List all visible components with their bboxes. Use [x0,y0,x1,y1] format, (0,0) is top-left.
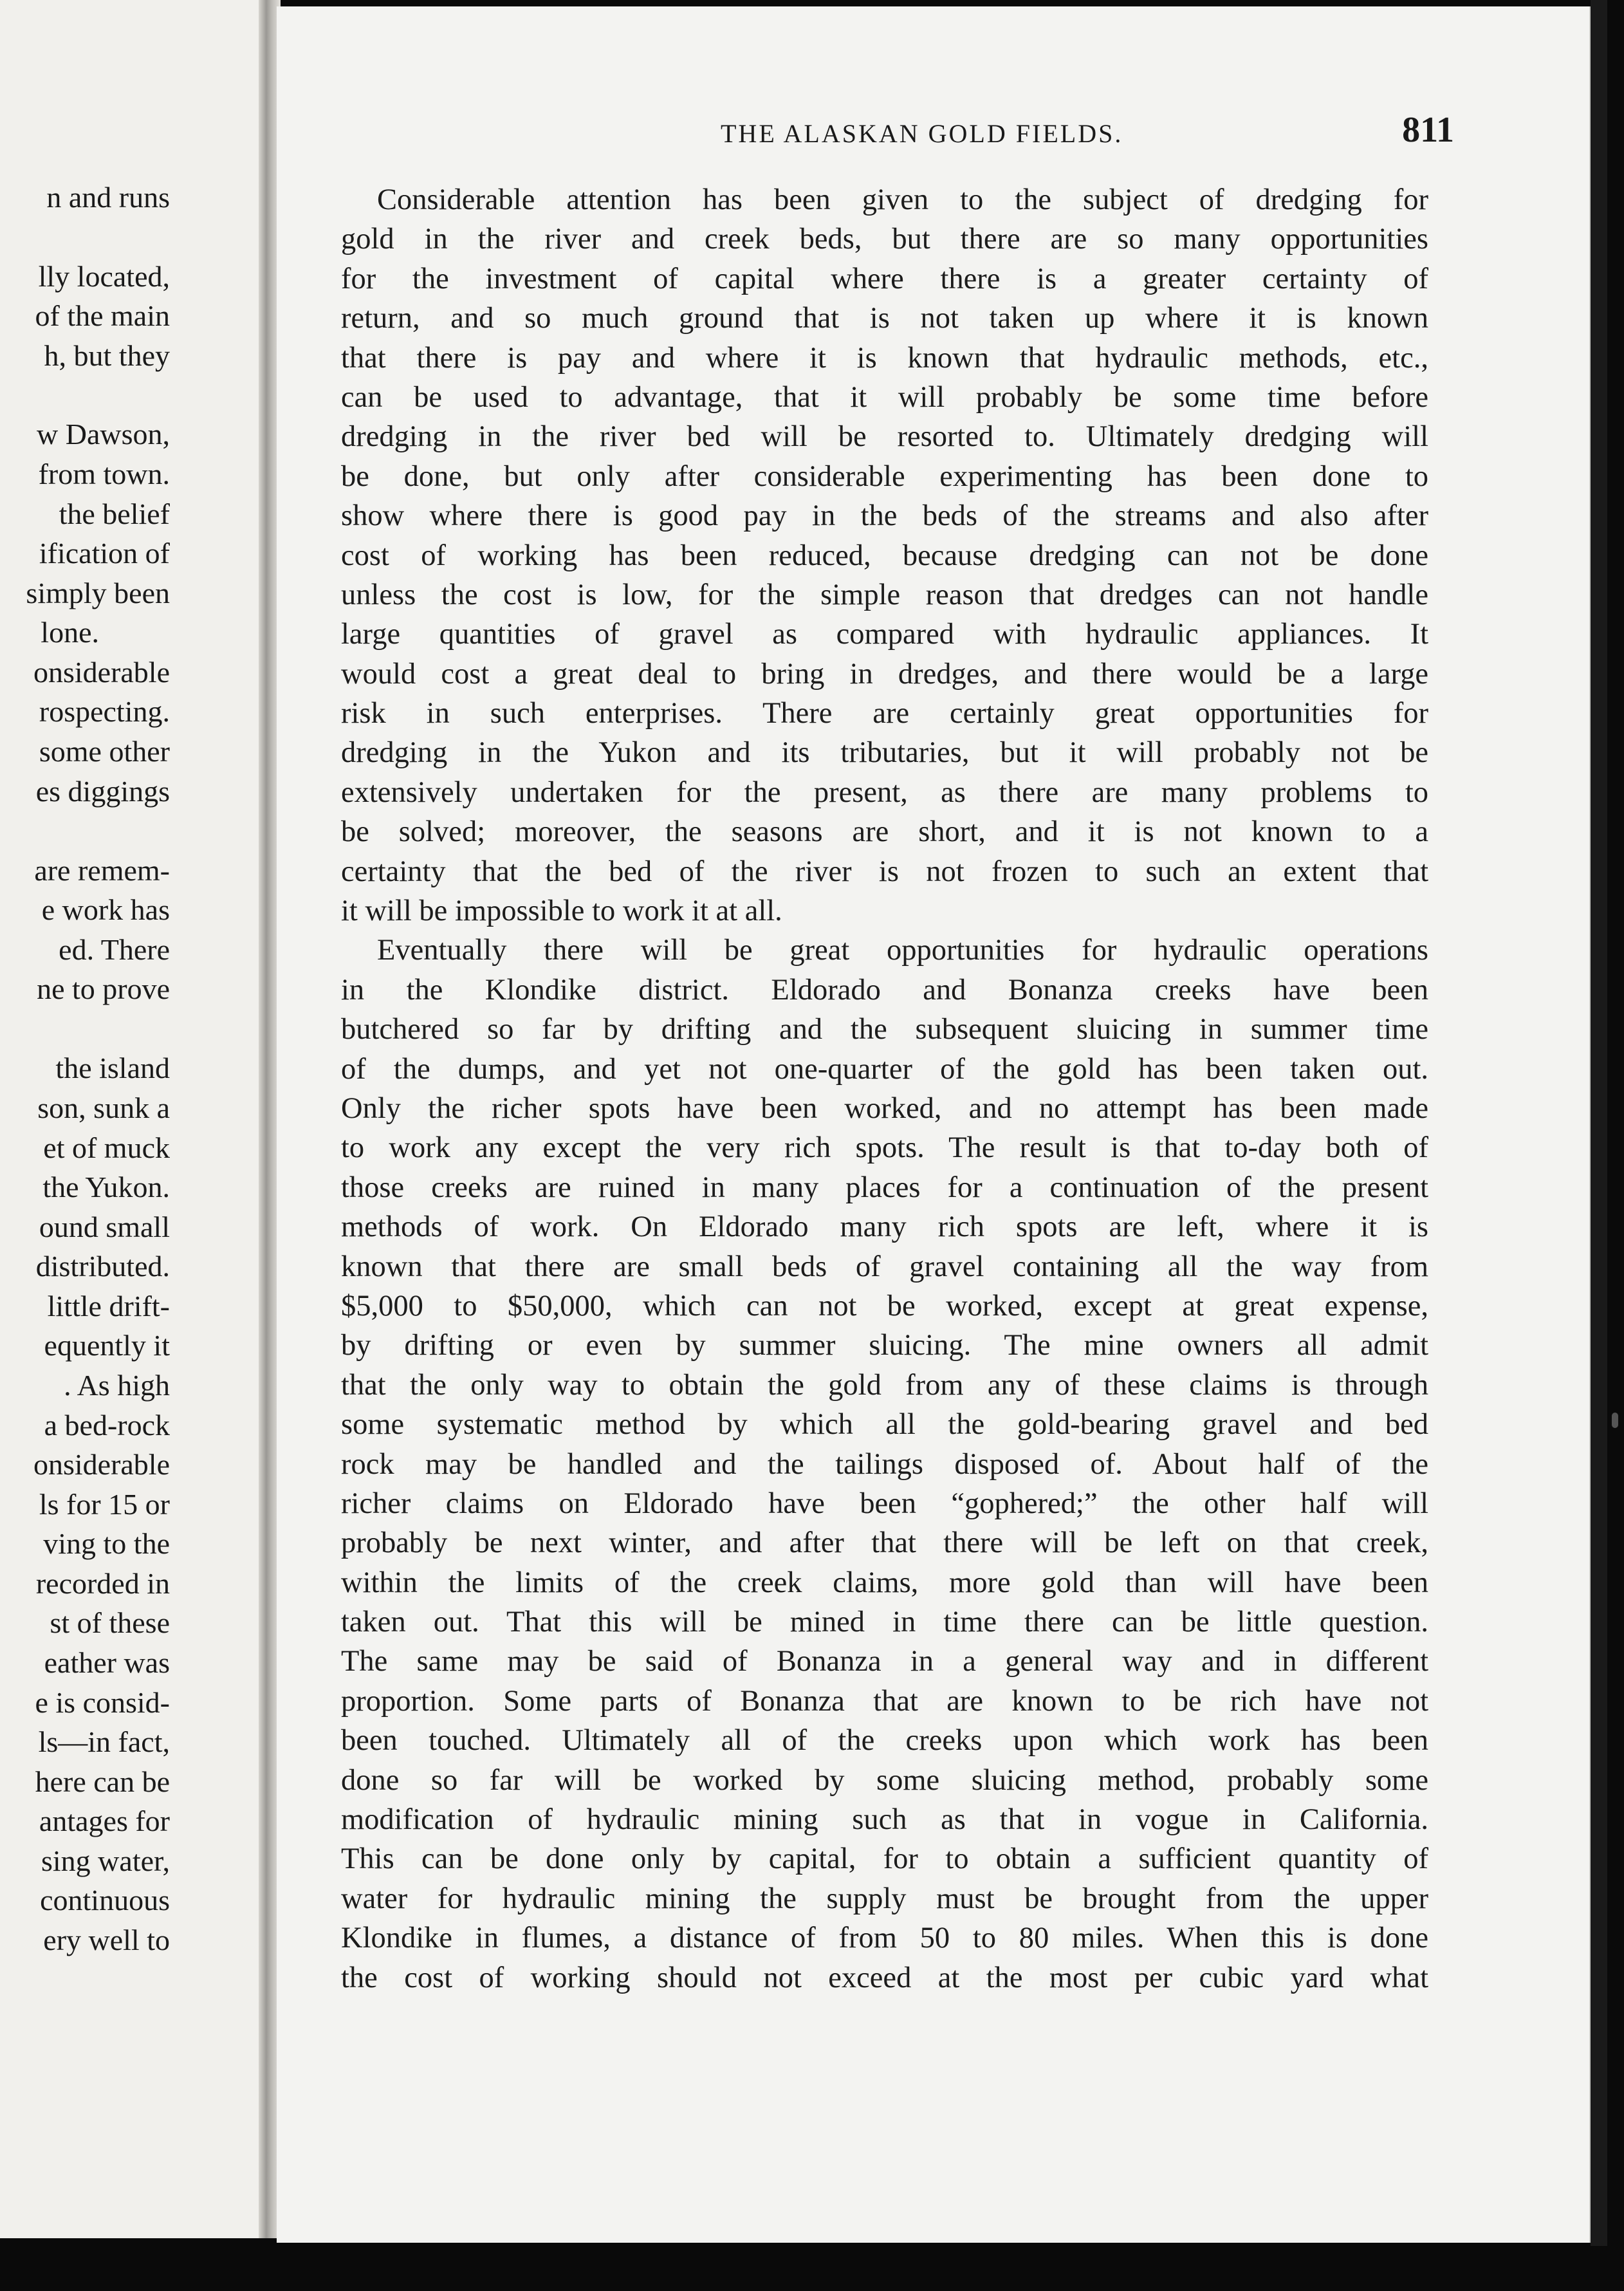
text-line: large quantities of gravel as compared with hydraulic appliances. It [341,618,1428,651]
left-page-fragment: a bed-rock [44,1409,170,1442]
text-line: unless the cost is low, for the simple reason that dredges can not handle [341,578,1428,611]
left-page-fragment: equently it [44,1329,170,1362]
text-line: within the limits of the creek claims, more gold than will have been [341,1566,1428,1599]
left-page-fragment: ving to the [43,1527,170,1560]
right-page [277,6,1593,2243]
left-page-fragment: h, but they [44,339,170,372]
text-line: $5,000 to $50,000, which can not be worked, except at great expense, [341,1289,1428,1322]
text-line: risk in such enterprises. There are certainly great opportunities for [341,697,1428,730]
text-line: modification of hydraulic mining such as that in vogue in California. [341,1803,1428,1837]
left-page-fragment: es diggings [35,775,170,808]
left-page-fragment: ne to prove [37,972,170,1005]
left-page-fragment: simply been [26,577,170,609]
left-page-fragment: lly located, [38,260,170,293]
text-line: taken out. That this will be mined in time there can be little question. [341,1606,1428,1639]
left-page-fragment: ound small [39,1210,170,1243]
page-edge-shadow [1591,0,1607,2246]
text-line: known that there are small beds of gravel containing all the way from [341,1250,1428,1283]
left-page-fragment: the island [55,1052,170,1084]
left-page-fragment: e work has [41,893,170,926]
left-page-fragment: lone. [41,616,99,649]
text-line: it will be impossible to work it at all. [341,895,782,928]
text-line: Klondike in flumes, a distance of from 50 to 80 miles. When this is done [341,1922,1428,1955]
text-line: would cost a great deal to bring in dredges, and there would be a large [341,657,1428,691]
page-number: 811 [1402,110,1454,150]
edge-mark [1612,1413,1618,1428]
left-page-fragment: continuous [40,1884,170,1916]
text-line: by drifting or even by summer sluicing. The mine owners all admit [341,1329,1428,1362]
left-page-fragment: recorded in [35,1567,170,1600]
text-line: water for hydraulic mining the supply must be brought from the upper [341,1882,1428,1915]
text-line: extensively undertaken for the present, as there are many problems to [341,775,1428,809]
text-line: Eventually there will be great opportunities for hydraulic operations [377,934,1428,967]
text-line: certainty that the bed of the river is not frozen to such an extent that [341,855,1428,888]
left-page [0,0,266,2238]
left-page-fragment: ification of [39,537,170,570]
left-page-fragment: the Yukon. [42,1171,170,1203]
text-line: methods of work. On Eldorado many rich spots are left, where it is [341,1210,1428,1244]
text-line: been touched. Ultimately all of the creeks upon which work has been [341,1724,1428,1758]
left-page-fragment: ls—in fact, [38,1725,170,1758]
text-line: for the investment of capital where there is a greater certainty of [341,262,1428,295]
left-page-fragment: little drift- [47,1290,170,1322]
text-line: that the only way to obtain the gold from any of these claims is through [341,1368,1428,1402]
text-line: of the dumps, and yet not one-quarter of the gold has been taken out. [341,1052,1428,1086]
left-page-fragment: st of these [50,1606,170,1639]
left-page-fragment: . As high [64,1369,170,1402]
left-page-fragment: are remem- [34,854,170,887]
text-line: dredging in the Yukon and its tributaries, but it will probably not be [341,736,1428,770]
left-page-fragment: ls for 15 or [39,1488,170,1521]
text-line: The same may be said of Bonanza in a general way and in different [341,1645,1428,1678]
body-text [341,180,1428,1998]
left-page-fragment: onsiderable [33,1448,170,1481]
text-line: proportion. Some parts of Bonanza that are known to be rich have not [341,1684,1428,1718]
text-line: in the Klondike district. Eldorado and Bonanza creeks have been [341,973,1428,1006]
text-line: that there is pay and where it is known that hydraulic methods, etc., [341,341,1428,375]
text-line: rock may be handled and the tailings disposed of. About half of the [341,1447,1428,1481]
page-header [347,109,1454,154]
text-line: cost of working has been reduced, because dredging can not be done [341,539,1428,572]
left-page-fragment: of the main [35,299,170,332]
left-page-fragment: w Dawson, [37,418,170,450]
left-page-fragment: sing water, [41,1844,170,1877]
text-line: be done, but only after considerable experimenting has been done to [341,459,1428,493]
left-page-fragment: n and runs [46,181,170,214]
left-page-fragment: onsiderable [33,656,170,689]
text-line: Considerable attention has been given to the subject of dredging for [377,183,1428,216]
left-page-fragment: distributed. [35,1250,170,1283]
left-page-fragment: from town. [38,458,170,490]
text-line: to work any except the very rich spots. The result is that to-day both of [341,1131,1428,1165]
left-page-fragment: et of muck [43,1131,170,1164]
text-line: can be used to advantage, that it will probably be some time before [341,380,1428,414]
text-line: butchered so far by drifting and the subsequent sluicing in summer time [341,1013,1428,1046]
left-page-fragment: here can be [35,1765,170,1798]
left-page-fragment: the belief [59,497,170,530]
left-page-fragment: ed. There [59,933,170,966]
left-page-fragment: e is consid- [35,1686,170,1719]
text-line: dredging in the river bed will be resorted to. Ultimately dredging will [341,420,1428,454]
text-line: show where there is good pay in the beds of the streams and also after [341,499,1428,533]
text-line: be solved; moreover, the seasons are short, and it is not known to a [341,815,1428,849]
text-line: This can be done only by capital, for to obtain a sufficient quantity of [341,1842,1428,1876]
left-page-fragment: some other [39,735,170,768]
left-page-fragment: eather was [44,1646,170,1679]
text-line: those creeks are ruined in many places for a continuation of the present [341,1171,1428,1204]
text-line: gold in the river and creek beds, but there are so many opportunities [341,223,1428,256]
text-line: done so far will be worked by some sluicing method, probably some [341,1763,1428,1797]
text-line: some systematic method by which all the gold-bearing gravel and bed [341,1408,1428,1442]
running-title: THE ALASKAN GOLD FIELDS. [721,119,1123,148]
left-page-fragment: son, sunk a [37,1091,170,1124]
text-line: Only the richer spots have been worked, and no attempt has been made [341,1091,1428,1125]
text-line: the cost of working should not exceed at the most per cubic yard what [341,1961,1428,1994]
left-page-fragment: ery well to [43,1924,170,1956]
left-page-fragment: antages for [39,1804,170,1837]
left-page-fragment: rospecting. [39,695,170,728]
text-line: richer claims on Eldorado have been “gophered;” the other half will [341,1487,1428,1520]
text-line: probably be next winter, and after that there will be left on that creek, [341,1526,1428,1560]
text-line: return, and so much ground that is not taken up where it is known [341,302,1428,335]
